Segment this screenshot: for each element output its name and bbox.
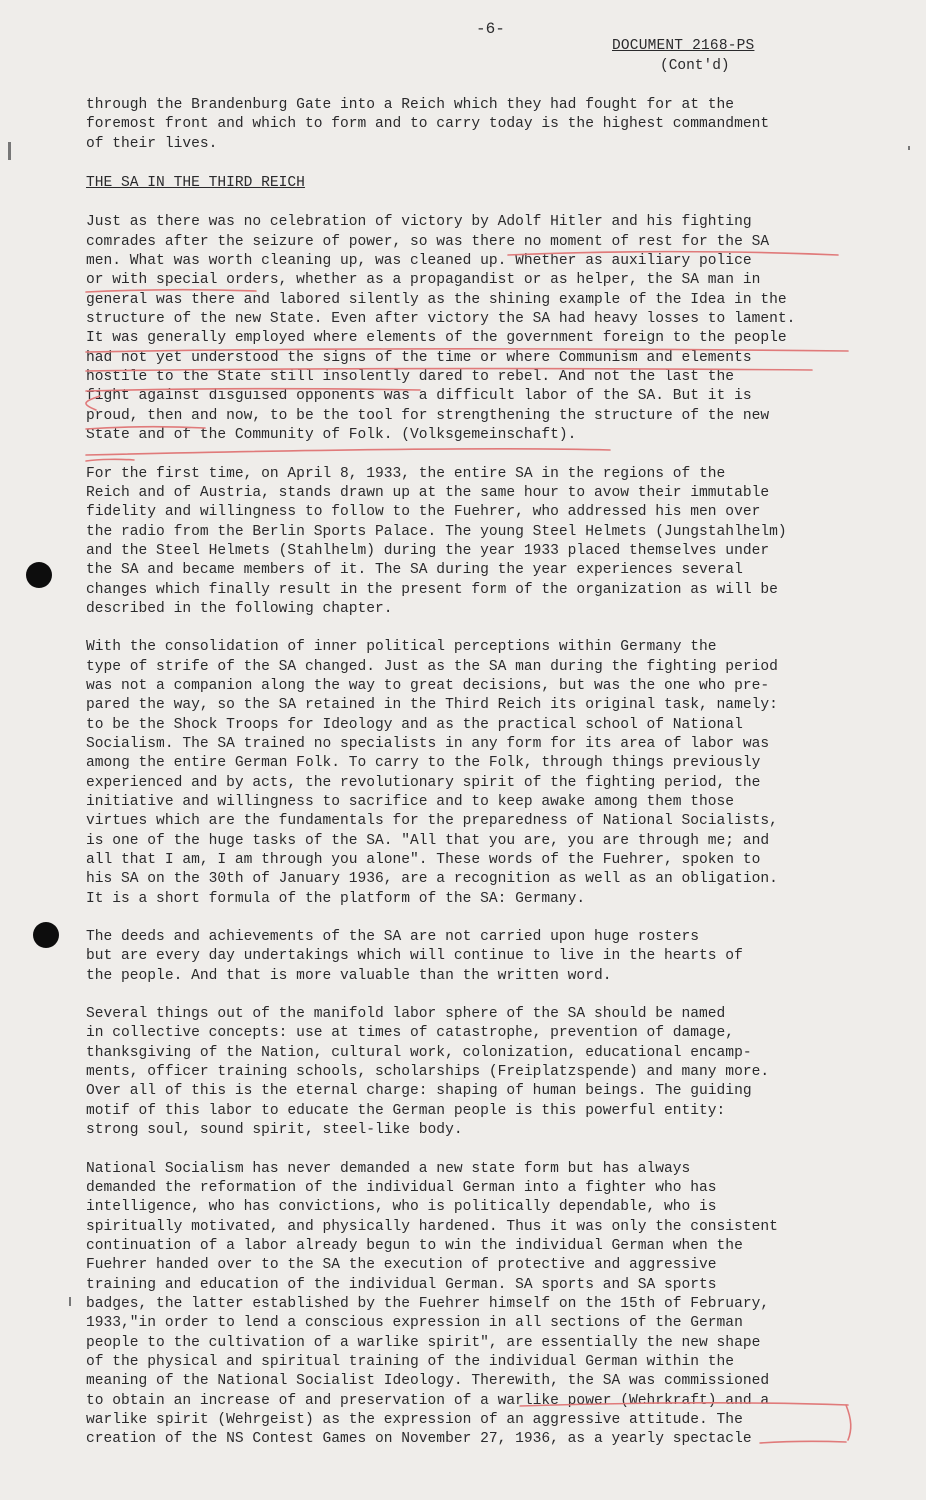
- continuation-label: (Cont'd): [660, 58, 730, 74]
- section-heading: THE SA IN THE THIRD REICH: [86, 175, 305, 192]
- document-body: [86, 96, 866, 1450]
- paragraph-4: The deeds and achievements of the SA are not carried upon huge rosters but are every day undertakings which will continue to live in the hearts of the people. And that is more valuable than the written word.: [86, 929, 743, 984]
- margin-speck: [908, 146, 910, 150]
- spacer: [86, 909, 866, 928]
- paragraph-3: With the consolidation of inner political perceptions within Germany the type of strife of the SA changed. Just as the SA man during the fighting period was not a companion along the way to great decisions, but was the one who pre- pared the way, so the SA retained in the Third Reich its original task, namely: to be the Shock Troops for Ideology and as the practical school of National Socialism. The SA trained no specialists in any form for its area of labor was among the entire German Folk. To carry to the Folk, through things previously experienced and by acts, the revolutionary spirit of the fighting period, the initiative and willingness to sacrifice and to keep awake among them those virtues which are the fundamentals for the preparedness of National Socialists, is one of the huge tasks of the SA. "All that you are, you are through me; and all that I am, I am through you alone". These words of the Fuehrer, spoken to his SA on the 30th of January 1936, are a recognition as well as an obligation. It is a short formula of the platform of the SA: Germany.: [86, 639, 778, 907]
- margin-speck: [69, 1297, 71, 1306]
- punch-hole: [33, 922, 59, 948]
- spacer: [86, 619, 866, 638]
- paragraph-6: National Socialism has never demanded a new state form but has always demanded the reformation of the individual German into a fighter who has intelligence, who has convictions, who is politically dependable, who is spiritually motivated, and physically hardened. Thus it was only the consistent continuation of a labor already begun to win the individual German when the Fuehrer handed over to the SA the execution of protective and aggressive training and education of the individual German. SA sports and SA sports badges, the latter established by the Fuehrer himself on the 15th of February, 1933,"in order to lend a conscious expression in all sections of the German people to the cultivation of a warlike spirit", are essentially the new shape of the physical and spiritual training of the individual German within the meaning of the National Socialist Ideology. Therewith, the SA was commissioned to obtain an increase of and preservation of a warlike power (Wehrkraft) and a warlike spirit (Wehrgeist) as the expression of an aggressive attitude. The creation of the NS Contest Games on November 27, 1936, as a yearly spectacle: [86, 1160, 778, 1448]
- spacer: [86, 1141, 866, 1160]
- intro-paragraph: through the Brandenburg Gate into a Reich which they had fought for at the foremost front and which to form and to carry today is the highest commandment of their lives.: [86, 97, 770, 152]
- page-number: -6-: [476, 20, 505, 38]
- margin-speck: [8, 142, 11, 160]
- spacer: [86, 154, 866, 174]
- spacer: [86, 446, 866, 465]
- spacer: [86, 193, 866, 213]
- paragraph-2: For the first time, on April 8, 1933, the entire SA in the regions of the Reich and of Austria, stands drawn up at the same hour to avow their immutable fidelity and willingness to follow to the Fuehrer, who addressed his men over the radio from the Berlin Sports Palace. The young Steel Helmets (Jungstahlhelm) and the Steel Helmets (Stahlhelm) during the year 1933 placed themselves under the SA and became members of it. The SA during the year experiences several changes which finally result in the present form of the organization as will be described in the following chapter.: [86, 465, 787, 617]
- spacer: [86, 986, 866, 1005]
- paragraph-5: Several things out of the manifold labor sphere of the SA should be named in collective concepts: use at times of catastrophe, prevention of damage, thanksgiving of the Nation, cultural work, colonization, educational encamp- ments, officer training schools, scholarships (Freiplatzspende) and many more. Over all of this is the eternal charge: shaping of human beings. The guiding motif of this labor to educate the German people is this powerful entity: strong soul, sound spirit, steel-like body.: [86, 1006, 770, 1139]
- paragraph-1: Just as there was no celebration of victory by Adolf Hitler and his fighting comrades after the seizure of power, so was there no moment of rest for the SA men. What was worth cleaning up, was cleaned up. Whether as auxiliary police or with special orders, whether as a propagandist or as helper, the SA man in general was there and labored silently as the shining example of the Idea in the structure of the new State. Even after victory the SA had heavy losses to lament. It was generally employed where elements of the government foreign to the people had not yet understood the signs of the time or where Communism and elements hostile to the State still insolently dared to rebel. And not the last the fight against disguised opponents was a difficult labor of the SA. But it is proud, then and now, to be the tool for strengthening the structure of the new State and of the Community of Folk. (Volksgemeinschaft).: [86, 214, 796, 444]
- punch-hole: [26, 562, 52, 588]
- document-reference: DOCUMENT 2168-PS: [612, 38, 755, 54]
